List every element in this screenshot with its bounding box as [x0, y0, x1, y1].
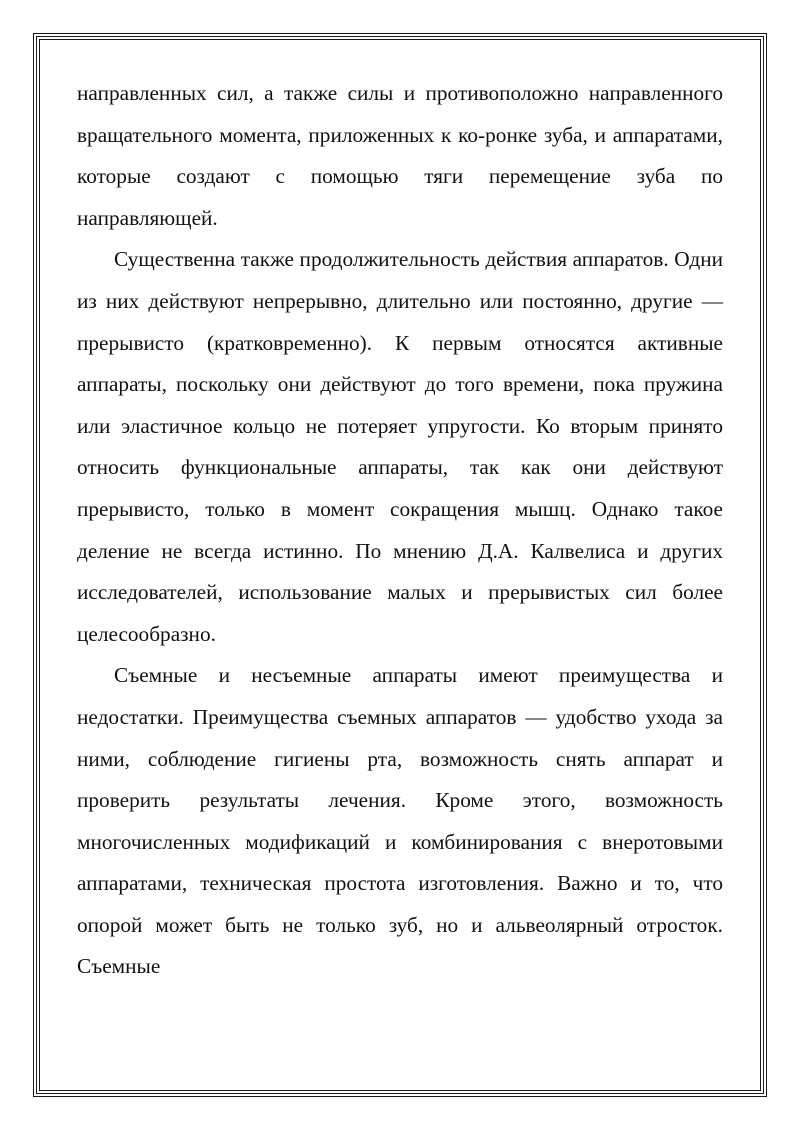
document-body [77, 73, 723, 988]
paragraph-3: Съемные и несъемные аппараты имеют преимущества и недостатки. Преимущества съемных аппаратов — удобство ухода за ними, соблюдение гигиены рта, возможность снять аппарат и проверить результаты лечения. Кроме этого, возможность многочисленных модификаций и комбинирования с внеротовыми аппаратами, техническая простота изготовления. Важно и то, что опорой может быть не только зуб, но и альвеолярный отросток. Съемные [77, 663, 723, 979]
paragraph-1: направленных сил, а также силы и противоположно направленного вращательного момента, приложенных к ко-ронке зуба, и аппаратами, которые создают с помощью тяги перемещение зуба по направляющей. [77, 81, 723, 230]
paragraph-2: Существенна также продолжительность действия аппаратов. Одни из них действуют непрерывно, длительно или постоянно, другие — прерывисто (кратковременно). К первым относятся активные аппараты, поскольку они действуют до того времени, пока пружина или эластичное кольцо не потеряет упругости. Ко вторым принято относить функциональные аппараты, так как они действуют прерывисто, только в момент сокращения мышц. Однако такое деление не всегда истинно. По мнению Д.А. Калвелиса и других исследователей, использование малых и прерывистых сил более целесообразно. [77, 247, 723, 646]
